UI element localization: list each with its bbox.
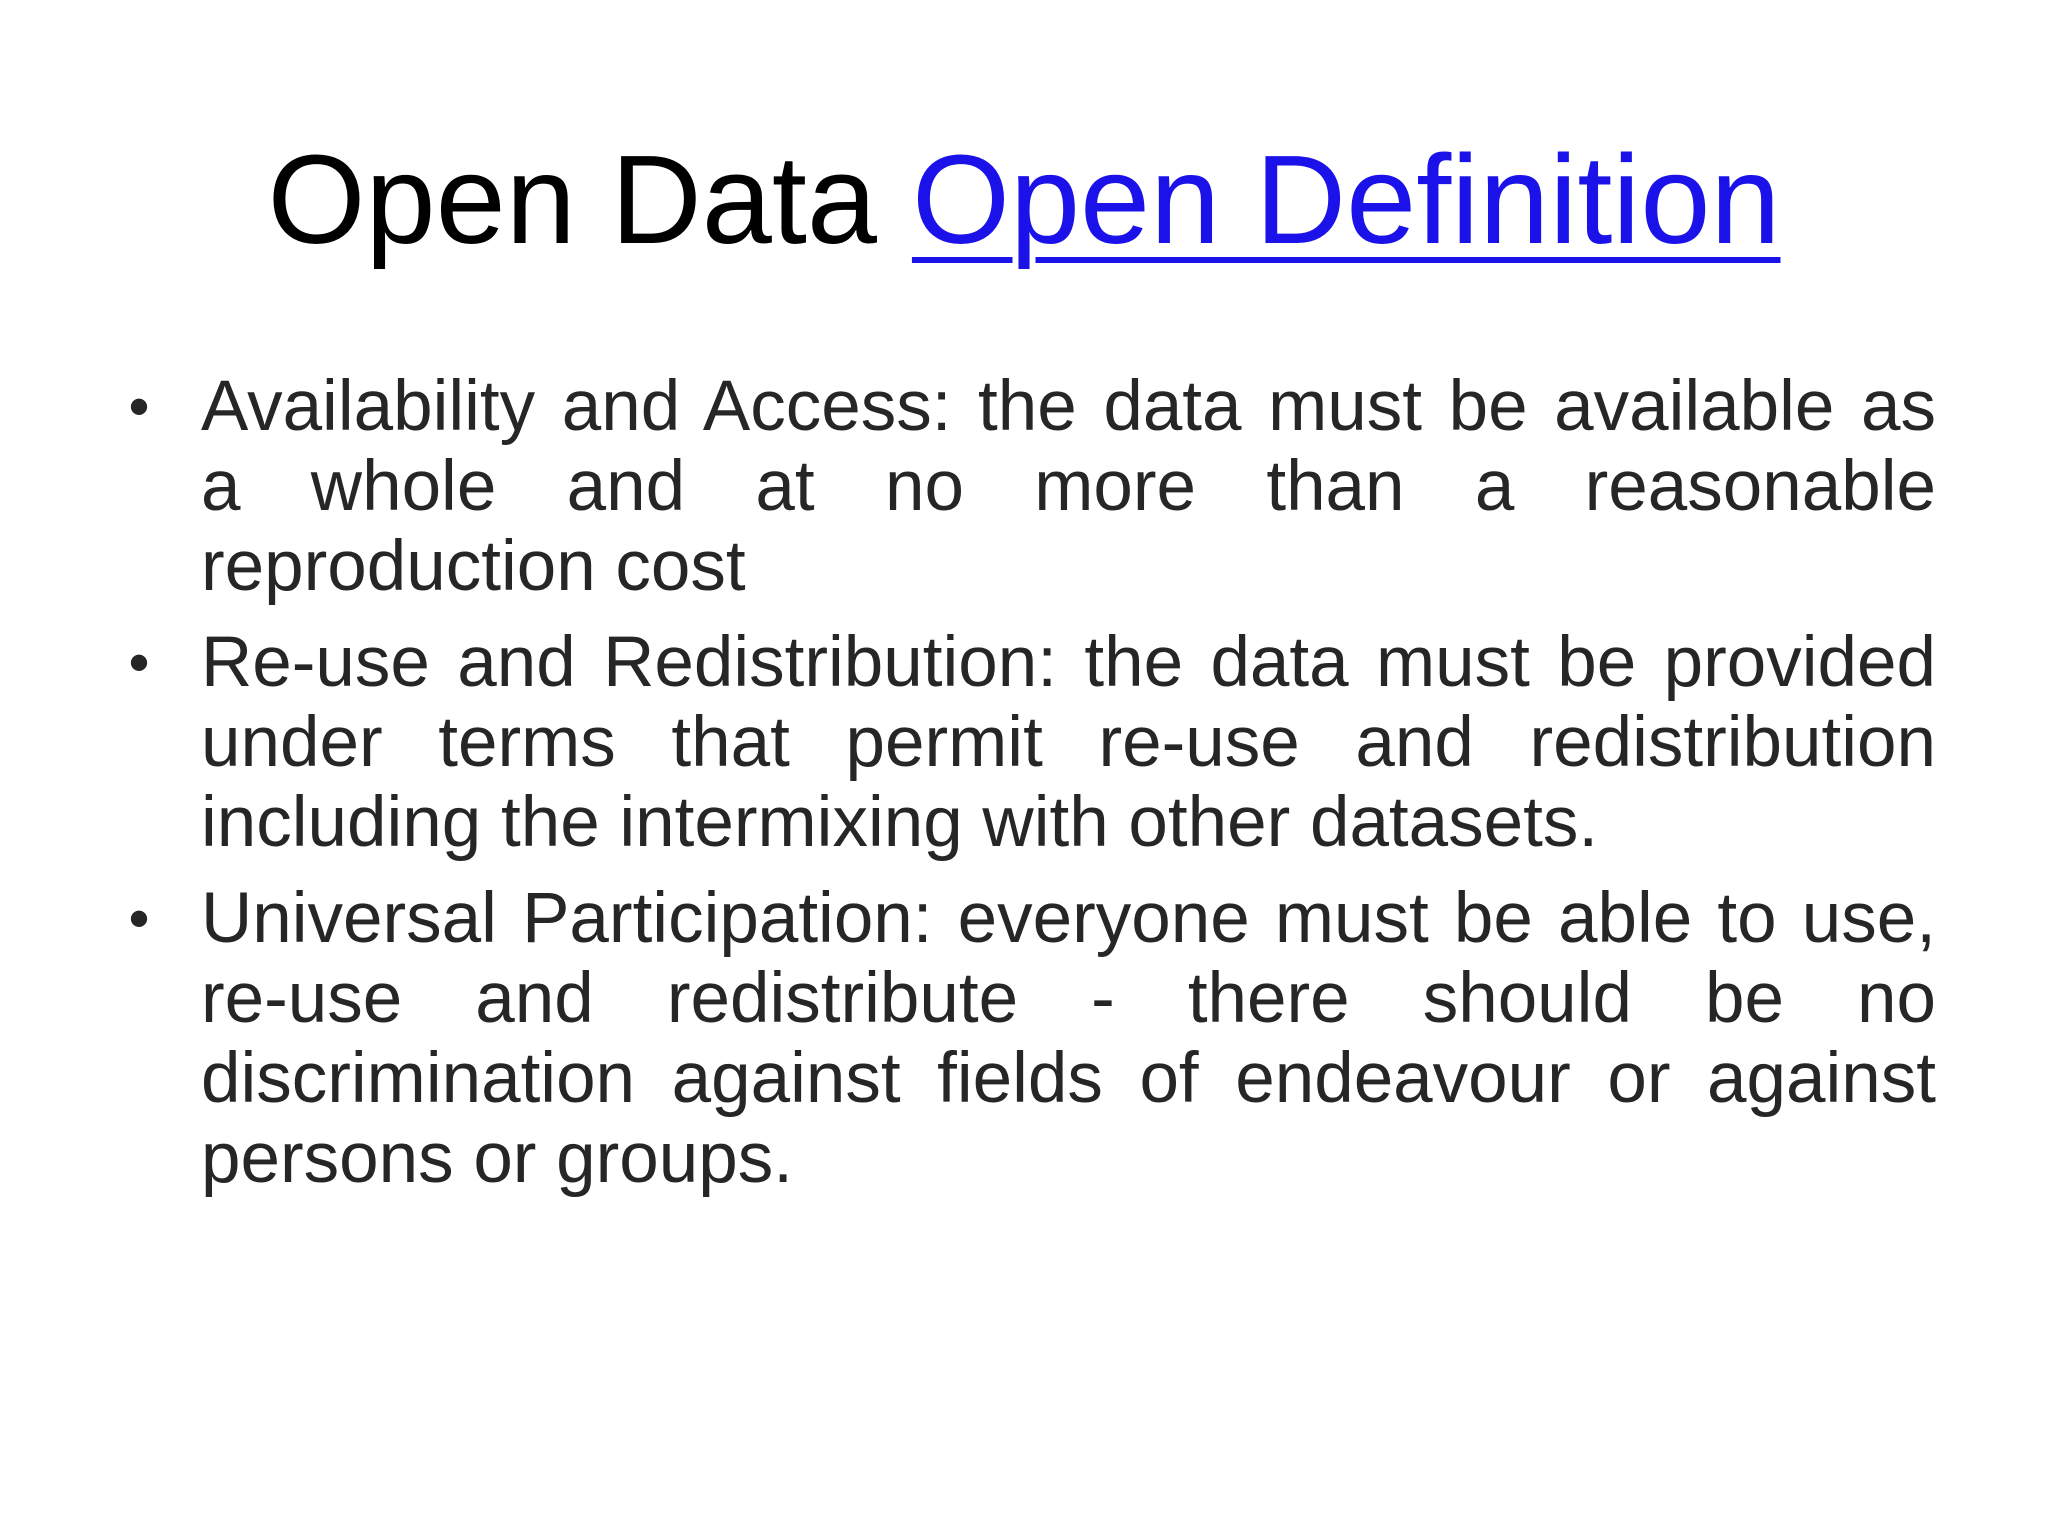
- bullet-item-availability: [128, 367, 1936, 607]
- bullet-list: [128, 367, 1936, 1215]
- bullet-text: Universal Participation: everyone must be able to use, re-use and redistribute - there should be no discrimination against fields of endeavour or against persons or groups.: [201, 879, 1936, 1198]
- bullet-text: Re-use and Redistribution: the data must be provided under terms that permit re-use and redistribution including the intermixing with other datasets.: [201, 623, 1936, 862]
- bullet-item-participation: [128, 879, 1936, 1199]
- bullet-text: Availability and Access: the data must be available as a whole and at no more than a reasonable reproduction cost: [201, 367, 1936, 606]
- slide-title: [0, 125, 2048, 275]
- slide-title-text: Open Data: [267, 129, 877, 270]
- bullet-item-reuse: [128, 623, 1936, 863]
- bullet-icon: •: [128, 629, 150, 696]
- bullet-icon: •: [128, 885, 150, 952]
- open-definition-link[interactable]: Open Definition: [911, 129, 1781, 270]
- bullet-icon: •: [128, 373, 150, 440]
